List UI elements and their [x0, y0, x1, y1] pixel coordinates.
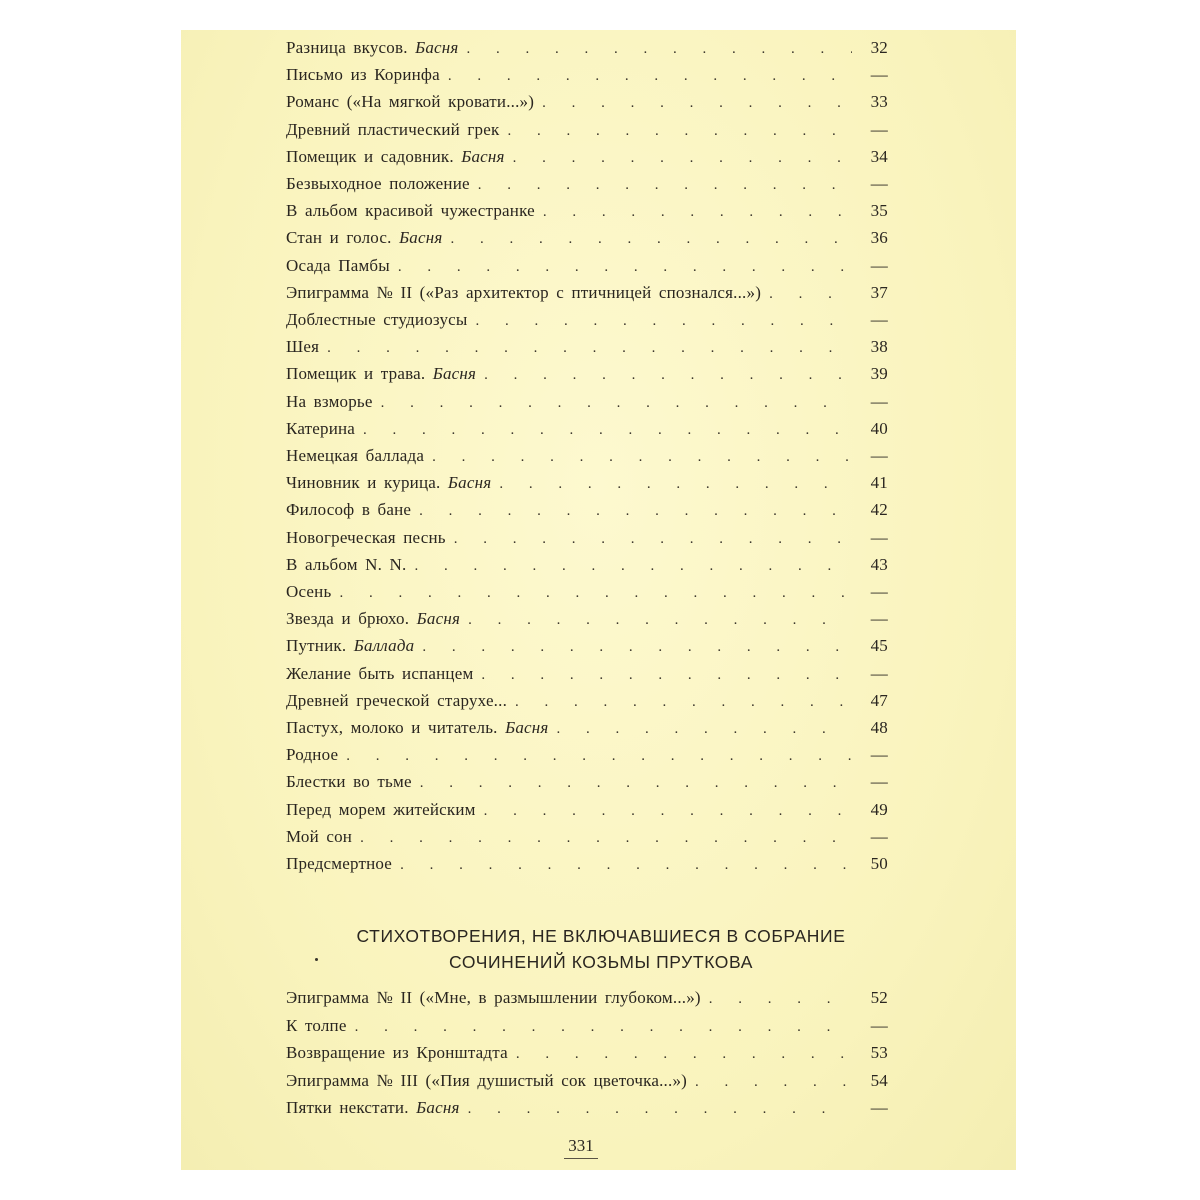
toc-entry-title [286, 1071, 687, 1091]
toc-entry-title [286, 120, 499, 140]
toc-entry-title-text: Доблестные студиозусы [286, 310, 468, 329]
dot-leader [355, 1019, 852, 1036]
toc-entry-genre: Баллада [353, 636, 415, 656]
toc-entry [286, 988, 888, 1012]
toc-entry-title [286, 1016, 347, 1036]
toc-entry-page: 47 [870, 690, 888, 710]
toc-entry [286, 310, 888, 334]
dot-leader [484, 367, 852, 384]
toc-entry-page: — [870, 391, 888, 411]
toc-entry-title-text: Разница вкусов. [286, 38, 408, 57]
toc-entry-genre: Басня [416, 1098, 460, 1118]
dot-leader [432, 449, 852, 466]
toc-entry [286, 473, 888, 497]
toc-entry-title-text: Осень [286, 582, 332, 601]
dot-leader [543, 204, 852, 221]
toc-entry-title-text: Немецкая баллада [286, 446, 425, 465]
toc-entry-title-text: Шея [286, 337, 320, 357]
toc-entry [286, 718, 888, 742]
toc-entry-title [286, 827, 352, 847]
dot-leader [420, 775, 852, 792]
dot-leader [769, 286, 852, 303]
toc-entry-page: 41 [870, 473, 888, 493]
toc-entry-title-text: Помещик и садовник. [286, 146, 454, 166]
toc-entry-genre: Басня [461, 146, 505, 166]
toc-entry-title-text: Философ в бане [286, 500, 412, 520]
toc-entry-title-text: Родное [286, 745, 339, 765]
toc-entry-page: — [870, 1015, 888, 1035]
toc-entry-title-text: В альбом N. N. [286, 554, 407, 574]
dot-leader [327, 340, 852, 357]
toc-entry-page: — [870, 119, 888, 139]
dot-leader [360, 830, 852, 847]
toc-entry [286, 201, 888, 225]
toc-entry [286, 636, 888, 660]
toc-entry-page: 32 [870, 38, 888, 57]
toc-entry [286, 500, 888, 524]
toc-entry-title-text: Письмо из Коринфа [286, 65, 440, 85]
toc-entry-genre: Басня [447, 473, 492, 493]
toc-entry-page: — [870, 772, 888, 792]
toc-entry [286, 827, 888, 851]
dot-leader [516, 1046, 852, 1063]
toc-entry-page: 53 [870, 1043, 888, 1063]
toc-entry-page: — [870, 255, 888, 275]
toc-entry-title-text: Звезда и брюхо. [286, 609, 410, 629]
toc-entry-title [286, 310, 468, 330]
toc-entry [286, 772, 888, 796]
toc-entry-page: — [870, 826, 888, 846]
toc-entry [286, 256, 888, 280]
toc-entry-title-text: Новогреческая песнь [286, 527, 446, 547]
toc-entry-title-text: Древний пластический грек [286, 119, 500, 139]
dot-leader [451, 231, 853, 248]
toc-entry-page: 42 [870, 500, 888, 520]
toc-entry-title [286, 745, 338, 765]
toc-entry-title-text: Безвыходное положение [286, 174, 470, 193]
toc-entry-title-text: Путник. [286, 636, 347, 656]
toc-entry-page: — [870, 582, 888, 601]
toc-entry-title [286, 92, 534, 112]
toc-entry-page: 37 [870, 282, 888, 302]
toc-entry-title-text: Эпиграмма № II («Мне, в размышлении глубоком...») [286, 988, 701, 1007]
toc-entry-title [286, 1043, 508, 1063]
section-heading-line-1: СТИХОТВОРЕНИЯ, НЕ ВКЛЮЧАВШИЕСЯ В СОБРАНИЕ [356, 926, 846, 946]
book-page [181, 30, 1016, 1170]
section-heading [261, 923, 941, 975]
dot-leader [695, 1074, 852, 1091]
toc-entry-title [286, 691, 507, 711]
toc-entry-page: 39 [870, 364, 888, 384]
toc-entry-genre: Басня [505, 718, 549, 737]
toc-entry-genre: Басня [416, 609, 461, 629]
toc-entry-title [286, 283, 761, 303]
toc-entry-title-text: В альбом красивой чужестранке [286, 201, 535, 221]
toc-entry-title [286, 38, 459, 58]
dot-leader [419, 503, 852, 520]
toc-entry-page: — [870, 663, 888, 683]
toc-entry-page: 49 [870, 799, 888, 819]
toc-entry-page: — [870, 310, 888, 329]
toc-entry-genre: Басня [415, 38, 459, 57]
toc-entry-page: — [870, 745, 888, 765]
toc-entry [286, 1098, 888, 1122]
toc-entry-page: 48 [870, 718, 888, 737]
toc-entry-page: — [870, 527, 888, 547]
toc-entry [286, 691, 888, 715]
toc-entry [286, 228, 888, 252]
toc-entry-title [286, 718, 549, 738]
dot-leader [709, 991, 852, 1008]
toc-entry-title [286, 392, 373, 412]
toc-entry [286, 745, 888, 769]
toc-entry [286, 800, 888, 824]
toc-entry-page: 50 [870, 854, 888, 873]
toc-entry-title [286, 555, 406, 575]
toc-entry-title [286, 1098, 460, 1118]
toc-entry [286, 120, 888, 144]
toc-entry-title-text: Пятки некстати. [286, 1098, 409, 1118]
toc-entry-page: 38 [870, 337, 888, 357]
toc-entry-title [286, 582, 331, 602]
toc-entry-page: 35 [870, 201, 888, 221]
toc-entry-title-text: Эпиграмма № II («Раз архитектор с птичницей спознался...») [286, 282, 762, 302]
toc-entry-title [286, 337, 319, 357]
toc-entry [286, 664, 888, 688]
dot-leader [557, 721, 852, 738]
toc-entry-title [286, 147, 505, 167]
toc-entry-title-text: Эпиграмма № III («Пия душистый сок цветочка...») [286, 1070, 688, 1090]
toc-entry-title-text: Желание быть испанцем [286, 663, 474, 683]
print-speck [315, 958, 318, 961]
toc-entry-page: 36 [870, 228, 888, 248]
toc-entry-title [286, 609, 460, 629]
toc-entry-title [286, 256, 390, 276]
toc-entry [286, 582, 888, 606]
toc-entry-title [286, 174, 470, 194]
toc-entry [286, 364, 888, 388]
toc-entry-title-text: Перед морем житейским [286, 799, 476, 819]
dot-leader [363, 422, 852, 439]
toc-entry [286, 419, 888, 443]
dot-leader [484, 803, 852, 820]
dot-leader [499, 476, 852, 493]
toc-entry-title-text: Помещик и трава. [286, 364, 426, 384]
toc-entry-title [286, 364, 476, 384]
toc-entry-title [286, 636, 414, 656]
toc-entry-title [286, 65, 440, 85]
toc-entry-title [286, 988, 701, 1008]
toc-entry-page: 34 [870, 146, 888, 166]
toc-entry-title [286, 772, 412, 792]
dot-leader [448, 68, 852, 85]
toc-entry-genre: Басня [432, 364, 477, 384]
toc-entry-title-text: Пастух, молоко и читатель. [286, 718, 498, 737]
dot-leader [414, 558, 852, 575]
toc-entry-title-text: Осада Памбы [286, 255, 390, 275]
toc-entry-title-text: Катерина [286, 418, 356, 438]
toc-entry-title [286, 201, 535, 221]
toc-entry-page: 45 [870, 636, 888, 656]
toc-entry [286, 1071, 888, 1095]
toc-entry-title-text: Чиновник и курица. [286, 473, 441, 493]
dot-leader [476, 313, 852, 330]
dot-leader [398, 259, 852, 276]
toc-entry [286, 528, 888, 552]
dot-leader [515, 694, 852, 711]
toc-entry-page: 52 [870, 988, 888, 1007]
toc-entry-title [286, 664, 473, 684]
toc-entry-page: 33 [870, 92, 888, 112]
toc-entry [286, 283, 888, 307]
toc-entry-title-text: К толпе [286, 1015, 347, 1035]
dot-leader [400, 857, 852, 874]
dot-leader [339, 585, 852, 602]
toc-entry-title [286, 446, 424, 466]
dot-leader [542, 95, 852, 112]
toc-entry-title [286, 528, 446, 548]
toc-entry [286, 555, 888, 579]
toc-entry [286, 337, 888, 361]
toc-entry-page: — [870, 1098, 888, 1118]
toc-entry [286, 147, 888, 171]
dot-leader [481, 667, 852, 684]
toc-entry-title-text: Возвращение из Кронштадта [286, 1043, 508, 1063]
toc-entry-page: — [870, 174, 888, 193]
dot-leader [454, 531, 852, 548]
toc-entry-page: — [870, 446, 888, 465]
toc-entry-page: 54 [870, 1070, 888, 1090]
dot-leader [478, 177, 852, 194]
toc-entry-title-text: Древней греческой старухе... [286, 690, 508, 710]
toc-entry-title-text: Предсмертное [286, 854, 393, 873]
toc-entry [286, 65, 888, 89]
toc-entry-title [286, 473, 491, 493]
dot-leader [513, 150, 852, 167]
toc-entry-title [286, 500, 411, 520]
toc-entry-title [286, 854, 392, 874]
toc-entry [286, 1043, 888, 1067]
toc-entry [286, 609, 888, 633]
dot-leader [346, 748, 852, 765]
toc-entry-title-text: Блестки во тьме [286, 772, 412, 792]
dot-leader [468, 612, 852, 629]
toc-entry-genre: Басня [399, 228, 443, 248]
toc-entry [286, 392, 888, 416]
toc-entry [286, 174, 888, 198]
toc-entry-page: — [870, 65, 888, 85]
dot-leader [507, 123, 852, 140]
section-heading-line-2: СОЧИНЕНИЙ КОЗЬМЫ ПРУТКОВА [449, 952, 753, 972]
toc-entry-page: 43 [870, 554, 888, 574]
toc-entry [286, 1016, 888, 1040]
dot-leader [422, 639, 852, 656]
toc-entry [286, 854, 888, 878]
toc-entry [286, 92, 888, 116]
toc-entry-page: — [870, 609, 888, 629]
toc-entry-title-text: Стан и голос. [286, 228, 392, 248]
toc-entry-title-text: Романс («На мягкой кровати...») [286, 92, 535, 112]
toc-entry-title-text: Мой сон [286, 826, 353, 846]
dot-leader [468, 1101, 852, 1118]
toc-entry-page: 40 [870, 418, 888, 438]
dot-leader [467, 41, 852, 58]
toc-entry-title-text: На взморье [286, 391, 373, 411]
toc-entry [286, 38, 888, 62]
toc-entry-title [286, 419, 355, 439]
dot-leader [381, 395, 852, 412]
toc-entry-title [286, 228, 443, 248]
page-number-text: 331 [564, 1136, 598, 1159]
toc-entry-title [286, 800, 476, 820]
toc-entry [286, 446, 888, 470]
page-number [181, 1136, 981, 1159]
